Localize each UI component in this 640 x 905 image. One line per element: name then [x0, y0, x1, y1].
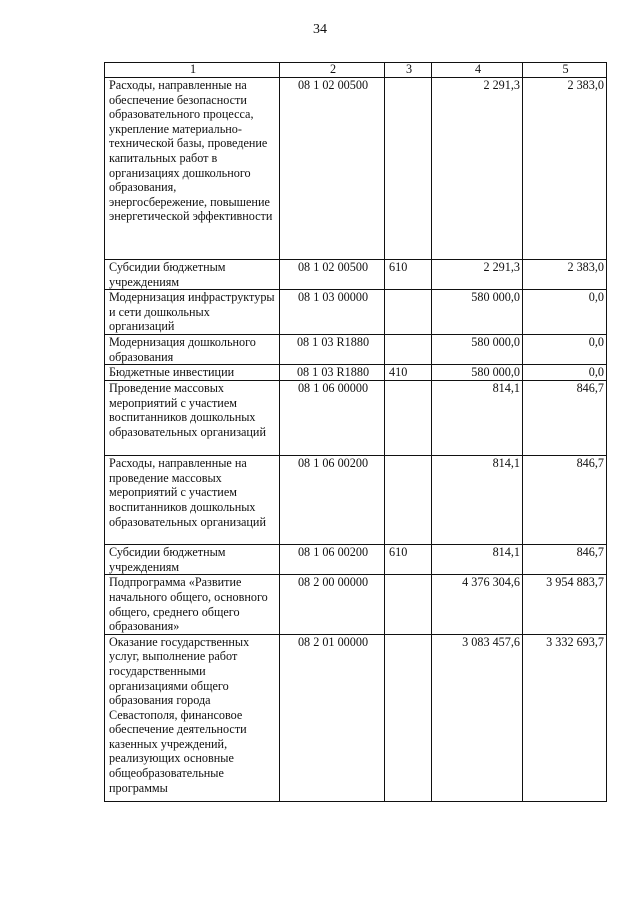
- column-header-4: 4: [432, 63, 523, 78]
- table-row: [105, 365, 607, 381]
- row-code: 08 1 06 00200: [280, 456, 385, 545]
- row-name: Бюджетные инвестиции: [105, 365, 280, 381]
- page-number: 34: [313, 22, 327, 37]
- row-value-4: 4 376 304,6: [432, 575, 523, 634]
- row-code: 08 1 02 00500: [280, 78, 385, 260]
- row-code: 08 1 02 00500: [280, 260, 385, 290]
- row-value-4: 814,1: [432, 456, 523, 545]
- table-row: [105, 575, 607, 634]
- row-code: 08 1 03 R1880: [280, 365, 385, 381]
- row-value-4: 814,1: [432, 545, 523, 575]
- row-code: 08 2 01 00000: [280, 634, 385, 801]
- row-name: Модернизация инфраструктуры и сети дошкольных организаций: [105, 290, 280, 335]
- budget-table: [104, 62, 607, 802]
- row-expense-kind: 610: [385, 260, 432, 290]
- row-name: Оказание государственных услуг, выполнение работ государственными организациями общего образования города Севастополя, финансовое обеспечение деятельности казенных учреждений, реализующих основные общеобразовательные программы: [105, 634, 280, 801]
- row-code: 08 1 06 00200: [280, 545, 385, 575]
- row-value-4: 2 291,3: [432, 78, 523, 260]
- row-expense-kind: [385, 456, 432, 545]
- row-value-4: 2 291,3: [432, 260, 523, 290]
- row-name: Субсидии бюджетным учреждениям: [105, 545, 280, 575]
- row-code: 08 1 06 00000: [280, 381, 385, 456]
- row-expense-kind: [385, 78, 432, 260]
- row-name: Проведение массовых мероприятий с участием воспитанников дошкольных образовательных организаций: [105, 381, 280, 456]
- row-value-4: 580 000,0: [432, 290, 523, 335]
- table-row: [105, 334, 607, 364]
- row-expense-kind: [385, 381, 432, 456]
- row-code: 08 1 03 R1880: [280, 334, 385, 364]
- row-name: Модернизация дошкольного образования: [105, 334, 280, 364]
- row-code: 08 1 03 00000: [280, 290, 385, 335]
- column-header-5: 5: [523, 63, 607, 78]
- row-value-5: 3 954 883,7: [523, 575, 607, 634]
- row-value-5: 846,7: [523, 456, 607, 545]
- row-value-5: 0,0: [523, 365, 607, 381]
- row-value-4: 580 000,0: [432, 334, 523, 364]
- table-header-row: [105, 63, 607, 78]
- table-row: [105, 381, 607, 456]
- row-value-5: 0,0: [523, 290, 607, 335]
- table-row: [105, 545, 607, 575]
- row-value-5: 2 383,0: [523, 260, 607, 290]
- row-expense-kind: [385, 334, 432, 364]
- row-name: Подпрограмма «Развитие начального общего, основного общего, среднего общего образования»: [105, 575, 280, 634]
- row-expense-kind: [385, 575, 432, 634]
- row-value-5: 846,7: [523, 381, 607, 456]
- table-row: [105, 634, 607, 801]
- row-value-5: 2 383,0: [523, 78, 607, 260]
- table-row: [105, 290, 607, 335]
- row-value-5: 3 332 693,7: [523, 634, 607, 801]
- row-expense-kind: [385, 634, 432, 801]
- row-code: 08 2 00 00000: [280, 575, 385, 634]
- row-expense-kind: 410: [385, 365, 432, 381]
- row-expense-kind: [385, 290, 432, 335]
- row-value-4: 3 083 457,6: [432, 634, 523, 801]
- row-expense-kind: 610: [385, 545, 432, 575]
- column-header-3: 3: [385, 63, 432, 78]
- row-name: Расходы, направленные на обеспечение безопасности образовательного процесса, укрепление материально-технической базы, проведение капитальных работ в организациях дошкольного образования, энергосбережение, повышение энергетической эффективности: [105, 78, 280, 260]
- row-value-4: 580 000,0: [432, 365, 523, 381]
- row-value-5: 846,7: [523, 545, 607, 575]
- row-name: Расходы, направленные на проведение массовых мероприятий с участием воспитанников дошкольных образовательных организаций: [105, 456, 280, 545]
- table-row: [105, 78, 607, 260]
- row-value-4: 814,1: [432, 381, 523, 456]
- column-header-2: 2: [280, 63, 385, 78]
- row-name: Субсидии бюджетным учреждениям: [105, 260, 280, 290]
- column-header-1: 1: [105, 63, 280, 78]
- row-value-5: 0,0: [523, 334, 607, 364]
- table-row: [105, 260, 607, 290]
- table-row: [105, 456, 607, 545]
